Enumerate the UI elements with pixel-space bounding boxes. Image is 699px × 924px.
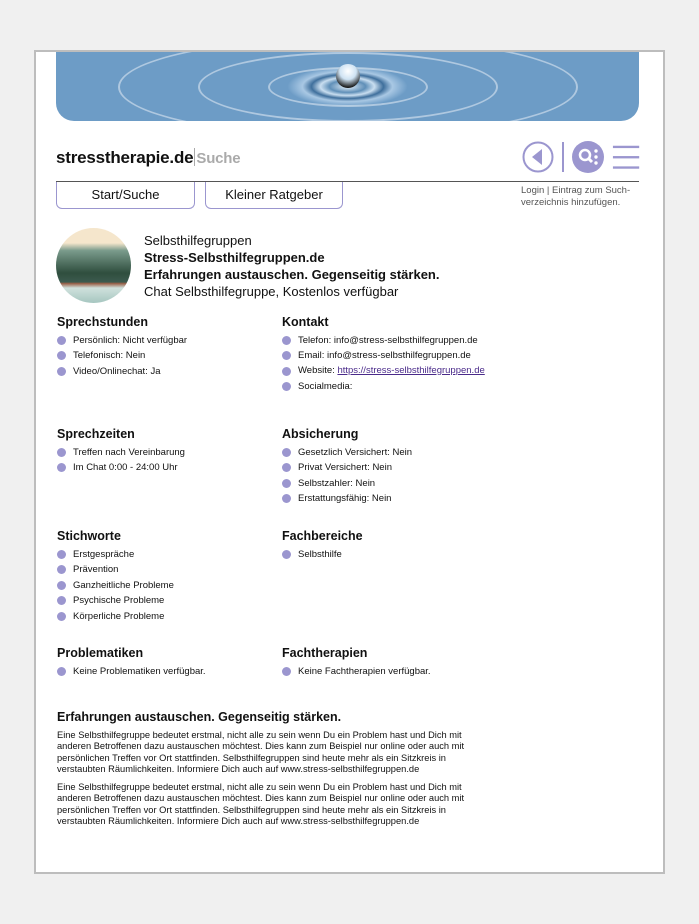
article-paragraph: Eine Selbsthilfegruppe bedeutet erstmal, nicht alle zu sein wenn Du ein Problem hast und Dich mit anderen Betroffenen dazu austauschen möchtest. Dies kann zum Beispiel nur online oder auch mit persönlichen Treffen vor Ort stattfinden. Selbsthilfegruppen sind heute mehr als ein Sitzkreis in verstaubten Räumlichkeiten. Informiere Dich auch auf www.stress-selbsthilfegruppen.de	[57, 782, 465, 827]
contact-email: Email: info@stress-selbsthilfegruppen.de	[282, 348, 502, 363]
divider	[562, 142, 564, 172]
section-absicherung	[282, 427, 502, 507]
group-logo-image	[56, 228, 131, 303]
section-fachbereiche	[282, 529, 502, 562]
article	[57, 710, 497, 834]
section-name: Suche	[196, 150, 241, 167]
list-item: Gesetzlich Versichert: Nein	[282, 445, 502, 460]
section-problematiken	[57, 646, 277, 679]
entry-category: Selbsthilfegruppen	[144, 233, 252, 248]
section-sprechstunden	[57, 315, 277, 379]
section-fachtherapien	[282, 646, 502, 679]
list-item: Keine Problematiken verfügbar.	[57, 664, 277, 679]
section-title: Fachbereiche	[282, 529, 363, 543]
list-item: Psychische Probleme	[57, 593, 277, 608]
list-item: Persönlich: Nicht verfügbar	[57, 333, 277, 348]
list-item: Selbsthilfe	[282, 547, 502, 562]
section-title: Sprechstunden	[57, 315, 148, 329]
website-label: Website:	[298, 364, 335, 376]
section-kontakt	[282, 315, 502, 395]
section-title: Absicherung	[282, 427, 359, 441]
section-title: Kontakt	[282, 315, 329, 329]
list-item: Prävention	[57, 562, 277, 577]
section-title: Sprechzeiten	[57, 427, 135, 441]
ratgeber-button[interactable]: Kleiner Ratgeber	[205, 182, 343, 209]
entry-info: Chat Selbsthilfegruppe, Kostenlos verfügbar	[144, 284, 399, 299]
article-paragraph: Eine Selbsthilfegruppe bedeutet erstmal, nicht alle zu sein wenn Du ein Problem hast und Dich mit anderen Betroffenen dazu austauschen möchtest. Dies kann zum Beispiel nur online oder auch mit persönlichen Treffen vor Ort stattfinden. Selbsthilfegruppen sind heute mehr als ein Sitzkreis in verstaubten Räumlichkeiten. Informiere Dich auch auf www.stress-selbsthilfegruppen.de	[57, 730, 465, 774]
website-link[interactable]: https://stress-selbsthilfegruppen.de	[337, 364, 485, 376]
site-name[interactable]: stresstherapie.de	[56, 148, 194, 167]
list-item: Erstattungsfähig: Nein	[282, 491, 502, 506]
site-title[interactable]	[56, 148, 240, 168]
list-item: Keine Fachtherapien verfügbar.	[282, 664, 502, 679]
entry-intro	[144, 232, 439, 300]
list-item: Treffen nach Vereinbarung	[57, 445, 277, 460]
section-sprechzeiten	[57, 427, 277, 476]
list-item: Körperliche Probleme	[57, 609, 277, 624]
list-item: Ganzheitliche Probleme	[57, 578, 277, 593]
login-link[interactable]: Login | Eintrag zum Such-verzeichnis hinzufügen.	[521, 185, 631, 208]
article-title: Erfahrungen austauschen. Gegenseitig stärken.	[57, 710, 342, 724]
back-icon[interactable]	[522, 141, 554, 173]
entry-name: Stress-Selbsthilfegruppen.de	[144, 250, 325, 265]
list-item: Privat Versichert: Nein	[282, 460, 502, 475]
list-item: Selbstzahler: Nein	[282, 476, 502, 491]
section-stichworte	[57, 529, 277, 624]
menu-icon[interactable]	[612, 141, 642, 173]
start-search-button[interactable]: Start/Suche	[56, 182, 195, 209]
contact-phone: Telefon: info@stress-selbsthilfegruppen.de	[282, 333, 502, 348]
section-title: Fachtherapien	[282, 646, 368, 660]
list-item: Im Chat 0:00 - 24:00 Uhr	[57, 460, 277, 475]
list-item: Telefonisch: Nein	[57, 348, 277, 363]
entry-slogan: Erfahrungen austauschen. Gegenseitig stärken.	[144, 267, 440, 282]
list-item: Video/Onlinechat: Ja	[57, 364, 277, 379]
contact-social: Socialmedia:	[282, 379, 502, 394]
list-item: Erstgespräche	[57, 547, 277, 562]
section-title: Problematiken	[57, 646, 144, 660]
search-icon[interactable]	[572, 141, 604, 173]
section-title: Stichworte	[57, 529, 121, 543]
header-banner-water-drop	[56, 52, 639, 121]
